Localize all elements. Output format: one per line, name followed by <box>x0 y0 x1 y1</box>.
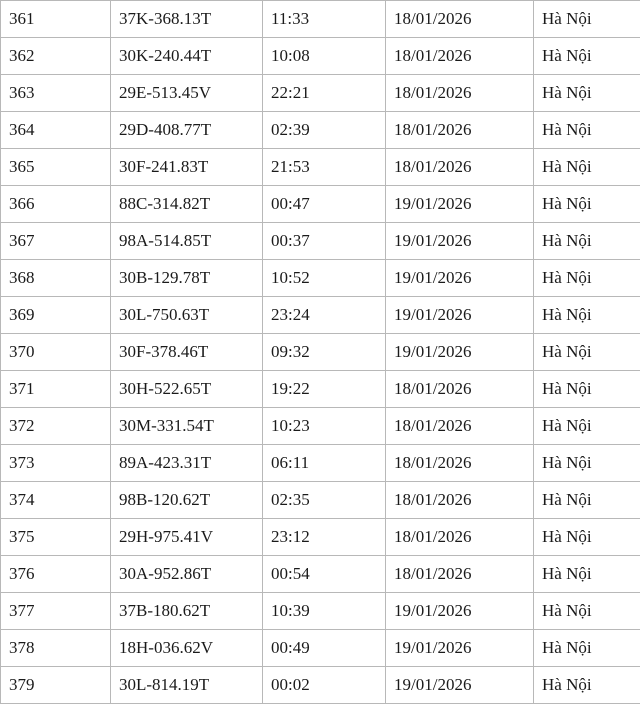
location-cell: Hà Nội <box>534 1 640 38</box>
table-row <box>1 1 640 38</box>
date-cell: 18/01/2026 <box>386 371 534 408</box>
license-plate-cell: 30H-522.65T <box>111 371 263 408</box>
date-cell: 18/01/2026 <box>386 112 534 149</box>
row-number-cell: 369 <box>1 297 111 334</box>
time-cell: 22:21 <box>263 75 386 112</box>
date-cell: 18/01/2026 <box>386 556 534 593</box>
row-number-cell: 379 <box>1 667 111 704</box>
location-cell: Hà Nội <box>534 260 640 297</box>
table-row <box>1 149 640 186</box>
row-number-cell: 367 <box>1 223 111 260</box>
location-cell: Hà Nội <box>534 186 640 223</box>
row-number-cell: 374 <box>1 482 111 519</box>
date-cell: 19/01/2026 <box>386 630 534 667</box>
location-cell: Hà Nội <box>534 519 640 556</box>
license-plate-cell: 30F-378.46T <box>111 334 263 371</box>
license-plate-cell: 30L-750.63T <box>111 297 263 334</box>
license-plate-cell: 29E-513.45V <box>111 75 263 112</box>
row-number-cell: 363 <box>1 75 111 112</box>
table-row <box>1 334 640 371</box>
license-plate-cell: 30K-240.44T <box>111 38 263 75</box>
table-row <box>1 371 640 408</box>
time-cell: 06:11 <box>263 445 386 482</box>
time-cell: 00:37 <box>263 223 386 260</box>
table-row <box>1 112 640 149</box>
date-cell: 19/01/2026 <box>386 260 534 297</box>
table-row <box>1 75 640 112</box>
time-cell: 23:12 <box>263 519 386 556</box>
license-plate-cell: 30L-814.19T <box>111 667 263 704</box>
date-cell: 18/01/2026 <box>386 149 534 186</box>
time-cell: 02:35 <box>263 482 386 519</box>
location-cell: Hà Nội <box>534 149 640 186</box>
row-number-cell: 376 <box>1 556 111 593</box>
table-row <box>1 260 640 297</box>
location-cell: Hà Nội <box>534 334 640 371</box>
location-cell: Hà Nội <box>534 593 640 630</box>
location-cell: Hà Nội <box>534 445 640 482</box>
table-row <box>1 445 640 482</box>
table-row <box>1 556 640 593</box>
time-cell: 11:33 <box>263 1 386 38</box>
row-number-cell: 371 <box>1 371 111 408</box>
time-cell: 09:32 <box>263 334 386 371</box>
row-number-cell: 370 <box>1 334 111 371</box>
date-cell: 19/01/2026 <box>386 186 534 223</box>
date-cell: 18/01/2026 <box>386 482 534 519</box>
date-cell: 18/01/2026 <box>386 445 534 482</box>
date-cell: 19/01/2026 <box>386 223 534 260</box>
time-cell: 00:49 <box>263 630 386 667</box>
time-cell: 00:54 <box>263 556 386 593</box>
time-cell: 19:22 <box>263 371 386 408</box>
license-plate-cell: 30M-331.54T <box>111 408 263 445</box>
license-plate-cell: 30F-241.83T <box>111 149 263 186</box>
location-cell: Hà Nội <box>534 75 640 112</box>
row-number-cell: 366 <box>1 186 111 223</box>
time-cell: 02:39 <box>263 112 386 149</box>
row-number-cell: 378 <box>1 630 111 667</box>
row-number-cell: 375 <box>1 519 111 556</box>
time-cell: 10:52 <box>263 260 386 297</box>
license-plate-cell: 29D-408.77T <box>111 112 263 149</box>
row-number-cell: 377 <box>1 593 111 630</box>
date-cell: 18/01/2026 <box>386 1 534 38</box>
time-cell: 21:53 <box>263 149 386 186</box>
license-plate-cell: 37K-368.13T <box>111 1 263 38</box>
time-cell: 00:47 <box>263 186 386 223</box>
location-cell: Hà Nội <box>534 667 640 704</box>
time-cell: 10:39 <box>263 593 386 630</box>
date-cell: 19/01/2026 <box>386 297 534 334</box>
table-row <box>1 223 640 260</box>
date-cell: 18/01/2026 <box>386 38 534 75</box>
license-plate-cell: 18H-036.62V <box>111 630 263 667</box>
time-cell: 23:24 <box>263 297 386 334</box>
time-cell: 10:23 <box>263 408 386 445</box>
table-row <box>1 519 640 556</box>
time-cell: 00:02 <box>263 667 386 704</box>
time-cell: 10:08 <box>263 38 386 75</box>
row-number-cell: 373 <box>1 445 111 482</box>
table-row <box>1 630 640 667</box>
license-plate-cell: 98A-514.85T <box>111 223 263 260</box>
location-cell: Hà Nội <box>534 482 640 519</box>
row-number-cell: 368 <box>1 260 111 297</box>
table-row <box>1 297 640 334</box>
location-cell: Hà Nội <box>534 630 640 667</box>
license-plate-cell: 29H-975.41V <box>111 519 263 556</box>
location-cell: Hà Nội <box>534 223 640 260</box>
date-cell: 18/01/2026 <box>386 75 534 112</box>
license-plate-cell: 30B-129.78T <box>111 260 263 297</box>
row-number-cell: 372 <box>1 408 111 445</box>
table-row <box>1 38 640 75</box>
table-row <box>1 593 640 630</box>
license-plate-cell: 37B-180.62T <box>111 593 263 630</box>
table-body <box>1 1 640 704</box>
table-row <box>1 186 640 223</box>
location-cell: Hà Nội <box>534 556 640 593</box>
location-cell: Hà Nội <box>534 297 640 334</box>
row-number-cell: 362 <box>1 38 111 75</box>
row-number-cell: 361 <box>1 1 111 38</box>
table-row <box>1 408 640 445</box>
date-cell: 18/01/2026 <box>386 408 534 445</box>
location-cell: Hà Nội <box>534 112 640 149</box>
date-cell: 18/01/2026 <box>386 519 534 556</box>
date-cell: 19/01/2026 <box>386 667 534 704</box>
table-row <box>1 667 640 704</box>
table-row <box>1 482 640 519</box>
license-plate-cell: 89A-423.31T <box>111 445 263 482</box>
row-number-cell: 364 <box>1 112 111 149</box>
license-plate-cell: 98B-120.62T <box>111 482 263 519</box>
license-plate-cell: 30A-952.86T <box>111 556 263 593</box>
license-plate-cell: 88C-314.82T <box>111 186 263 223</box>
location-cell: Hà Nội <box>534 38 640 75</box>
row-number-cell: 365 <box>1 149 111 186</box>
date-cell: 19/01/2026 <box>386 593 534 630</box>
location-cell: Hà Nội <box>534 371 640 408</box>
date-cell: 19/01/2026 <box>386 334 534 371</box>
location-cell: Hà Nội <box>534 408 640 445</box>
